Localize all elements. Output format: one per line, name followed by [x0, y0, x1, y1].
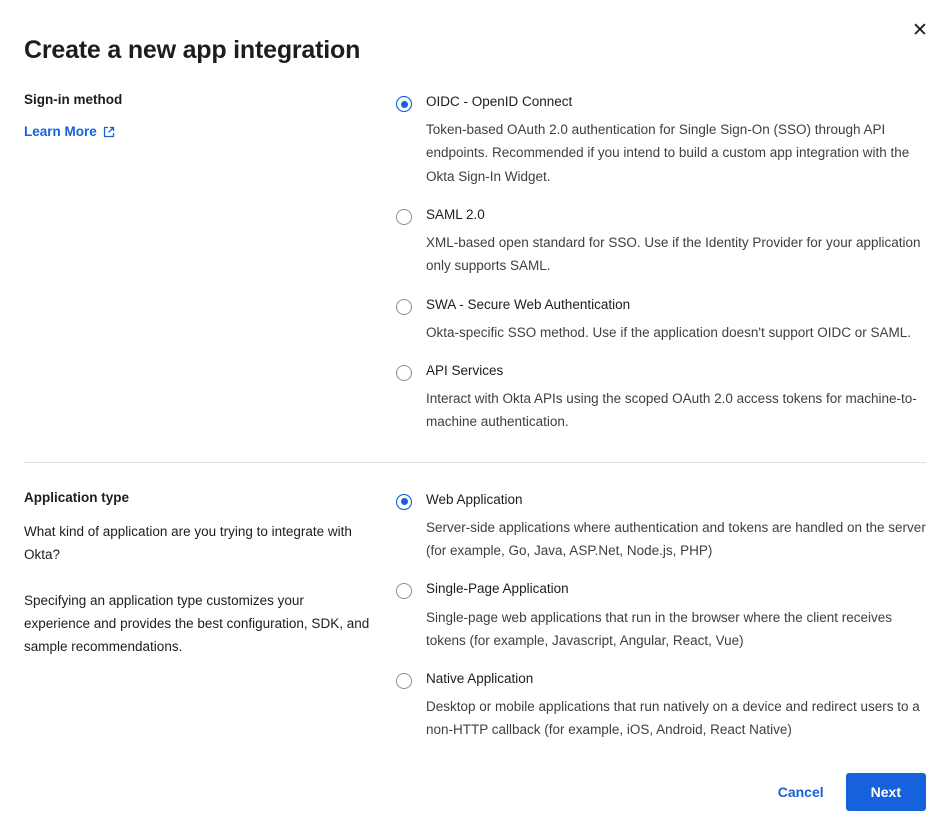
radio-oidc[interactable]: [396, 96, 412, 112]
signin-option-saml-body: [426, 206, 926, 278]
signin-option-saml-title: SAML 2.0: [426, 206, 485, 222]
signin-option-saml-desc: XML-based open standard for SSO. Use if the Identity Provider for your application only supports SAML.: [426, 235, 921, 274]
signin-option-api-services[interactable]: [396, 362, 926, 434]
radio-swa[interactable]: [396, 299, 412, 315]
cancel-button[interactable]: Cancel: [764, 774, 838, 810]
signin-option-swa-title: SWA - Secure Web Authentication: [426, 296, 631, 312]
next-button[interactable]: Next: [846, 773, 926, 811]
application-type-help-1: What kind of application are you trying to integrate with Okta?: [24, 524, 352, 563]
signin-option-oidc-desc: Token-based OAuth 2.0 authentication for Single Sign-On (SSO) through API endpoints. Recommended if you intend to build a custom app integration with the Okta Sign-In Widget.: [426, 122, 910, 184]
apptype-option-spa-title: Single-Page Application: [426, 581, 569, 597]
apptype-option-native-title: Native Application: [426, 670, 534, 686]
apptype-option-web[interactable]: [396, 491, 926, 563]
apptype-option-native-desc: Desktop or mobile applications that run natively on a device and redirect users to a non-HTTP callback (for example, iOS, Android, React Native): [426, 699, 920, 738]
signin-option-api-services-title: API Services: [426, 362, 504, 378]
signin-option-oidc-body: [426, 93, 926, 188]
apptype-option-web-desc: Server-side applications where authentication and tokens are handled on the server (for example, Go, Java, ASP.Net, Node.js, PHP): [426, 519, 926, 559]
application-type-help-2: Specifying an application type customizes your experience and provides the best configuration, SDK, and sample recommendations.: [24, 592, 370, 655]
signin-option-saml[interactable]: [396, 206, 926, 278]
radio-single-page-application[interactable]: [396, 583, 412, 599]
signin-option-swa[interactable]: [396, 296, 926, 344]
apptype-option-native-body: [426, 670, 926, 742]
signin-option-api-services-desc: Interact with Okta APIs using the scoped OAuth 2.0 access tokens for machine-to-machine authentication.: [426, 391, 917, 430]
apptype-option-web-body: [426, 491, 926, 563]
application-type-section: [0, 463, 950, 742]
radio-saml[interactable]: [396, 209, 412, 225]
apptype-option-web-title: Web Application: [426, 491, 523, 507]
signin-method-label: Sign-in method: [24, 92, 123, 107]
signin-method-section: [0, 65, 950, 434]
apptype-option-spa[interactable]: [396, 580, 926, 652]
signin-option-oidc-title: OIDC - OpenID Connect: [426, 94, 573, 109]
application-type-left: [24, 489, 396, 742]
radio-api-services[interactable]: [396, 365, 412, 381]
signin-method-left: [24, 91, 396, 434]
application-type-options: [396, 489, 926, 742]
signin-method-options: [396, 91, 926, 434]
learn-more-label: Learn More: [24, 123, 97, 139]
signin-option-swa-desc: Okta-specific SSO method. Use if the application doesn't support OIDC or SAML.: [426, 324, 912, 340]
signin-option-api-services-body: [426, 362, 926, 434]
apptype-option-spa-body: [426, 580, 926, 652]
apptype-option-native[interactable]: [396, 670, 926, 742]
radio-native-application[interactable]: [396, 673, 412, 689]
application-type-label: Application type: [24, 489, 130, 505]
radio-web-application[interactable]: [396, 494, 412, 510]
apptype-option-spa-desc: Single-page web applications that run in the browser where the client receives tokens (for example, Javascript, Angular, React, Vue): [426, 609, 893, 648]
close-icon[interactable]: ✕: [906, 16, 934, 44]
signin-option-swa-body: [426, 296, 926, 344]
page-title: Create a new app integration: [24, 36, 361, 64]
dialog-footer: [0, 754, 950, 830]
learn-more-link[interactable]: [24, 124, 115, 139]
external-link-icon: [103, 126, 115, 138]
signin-option-oidc[interactable]: [396, 93, 926, 188]
